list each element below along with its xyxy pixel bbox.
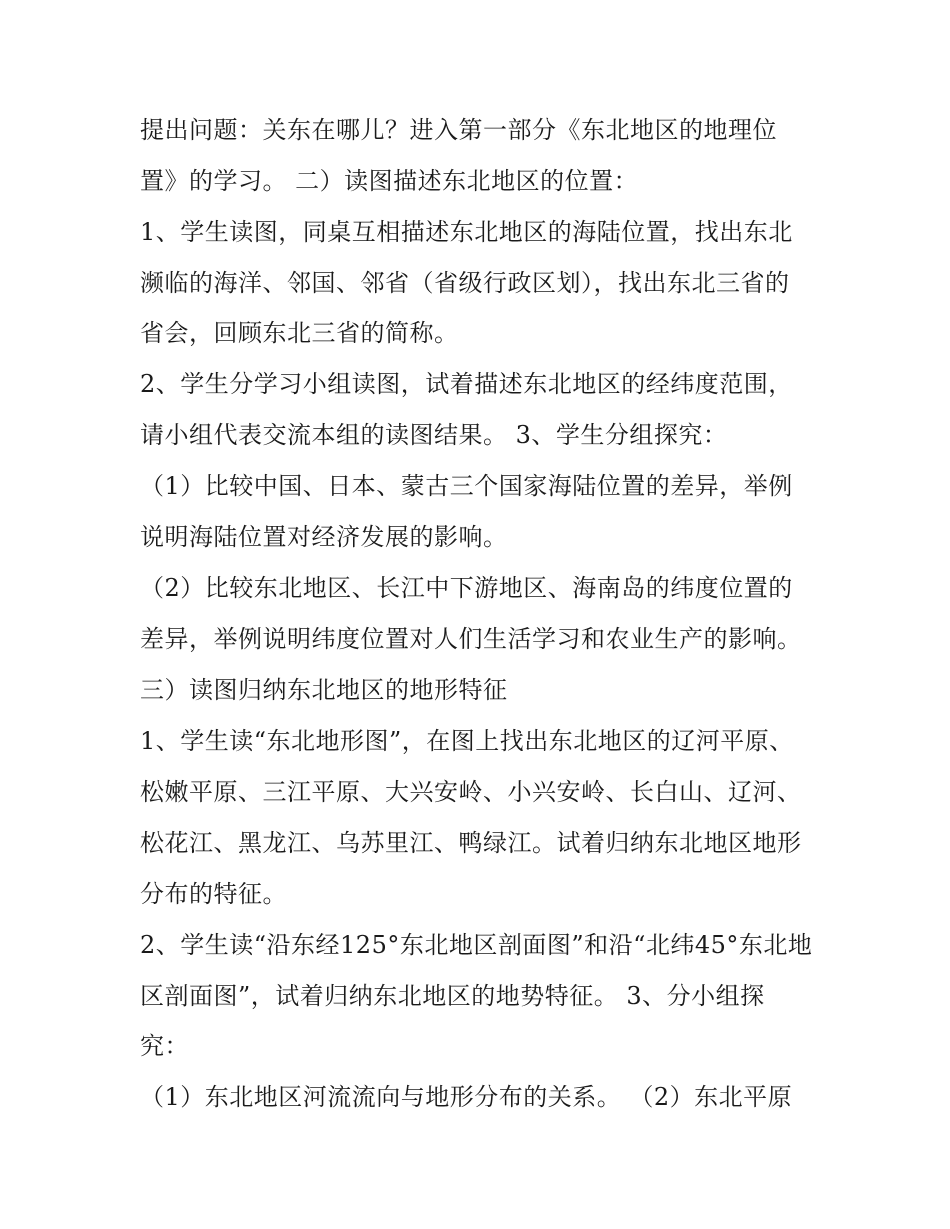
text-line: 松花江、黑龙江、乌苏里江、鸭绿江。试着归纳东北地区地形 (140, 829, 802, 857)
text-line: 说明海陆位置对经济发展的影响。 (140, 523, 508, 551)
section-heading: 三）读图归纳东北地区的地形特征 (140, 676, 508, 704)
text-line: 2、学生分学习小组读图，试着描述东北地区的经纬度范围， (140, 370, 793, 398)
text-line: 省会，回顾东北三省的简称。 (140, 319, 459, 347)
text-line: 分布的特征。 (140, 880, 287, 908)
text-line: 1、学生读图，同桌互相描述东北地区的海陆位置，找出东北 (140, 218, 793, 246)
text-line: （2）比较东北地区、长江中下游地区、海南岛的纬度位置的 (140, 574, 793, 602)
text-line: 差异，举例说明纬度位置对人们生活学习和农业生产的影响。 (140, 625, 802, 653)
text-line: 2、学生读“沿东经125°东北地区剖面图”和沿“北纬45°东北地 (140, 931, 813, 959)
text-line: 濒临的海洋、邻国、邻省（省级行政区划），找出东北三省的 (140, 269, 790, 297)
text-line: 请小组代表交流本组的读图结果。 3、学生分组探究： (140, 421, 728, 449)
text-line: 究： (140, 1032, 189, 1060)
text-line: （1）比较中国、日本、蒙古三个国家海陆位置的差异，举例 (140, 472, 793, 500)
text-line: 提出问题：关东在哪儿？进入第一部分《东北地区的地理位 (140, 116, 777, 144)
text-line: 区剖面图”，试着归纳东北地区的地势特征。 3、分小组探 (140, 982, 765, 1010)
text-line: 松嫩平原、三江平原、大兴安岭、小兴安岭、长白山、辽河、 (140, 778, 802, 806)
text-line: 置》的学习。 二）读图描述东北地区的位置： (140, 167, 639, 195)
text-line: （1）东北地区河流流向与地形分布的关系。 （2）东北平原 (140, 1083, 793, 1111)
text-line: 1、学生读“东北地形图”，在图上找出东北地区的辽河平原、 (140, 727, 794, 755)
